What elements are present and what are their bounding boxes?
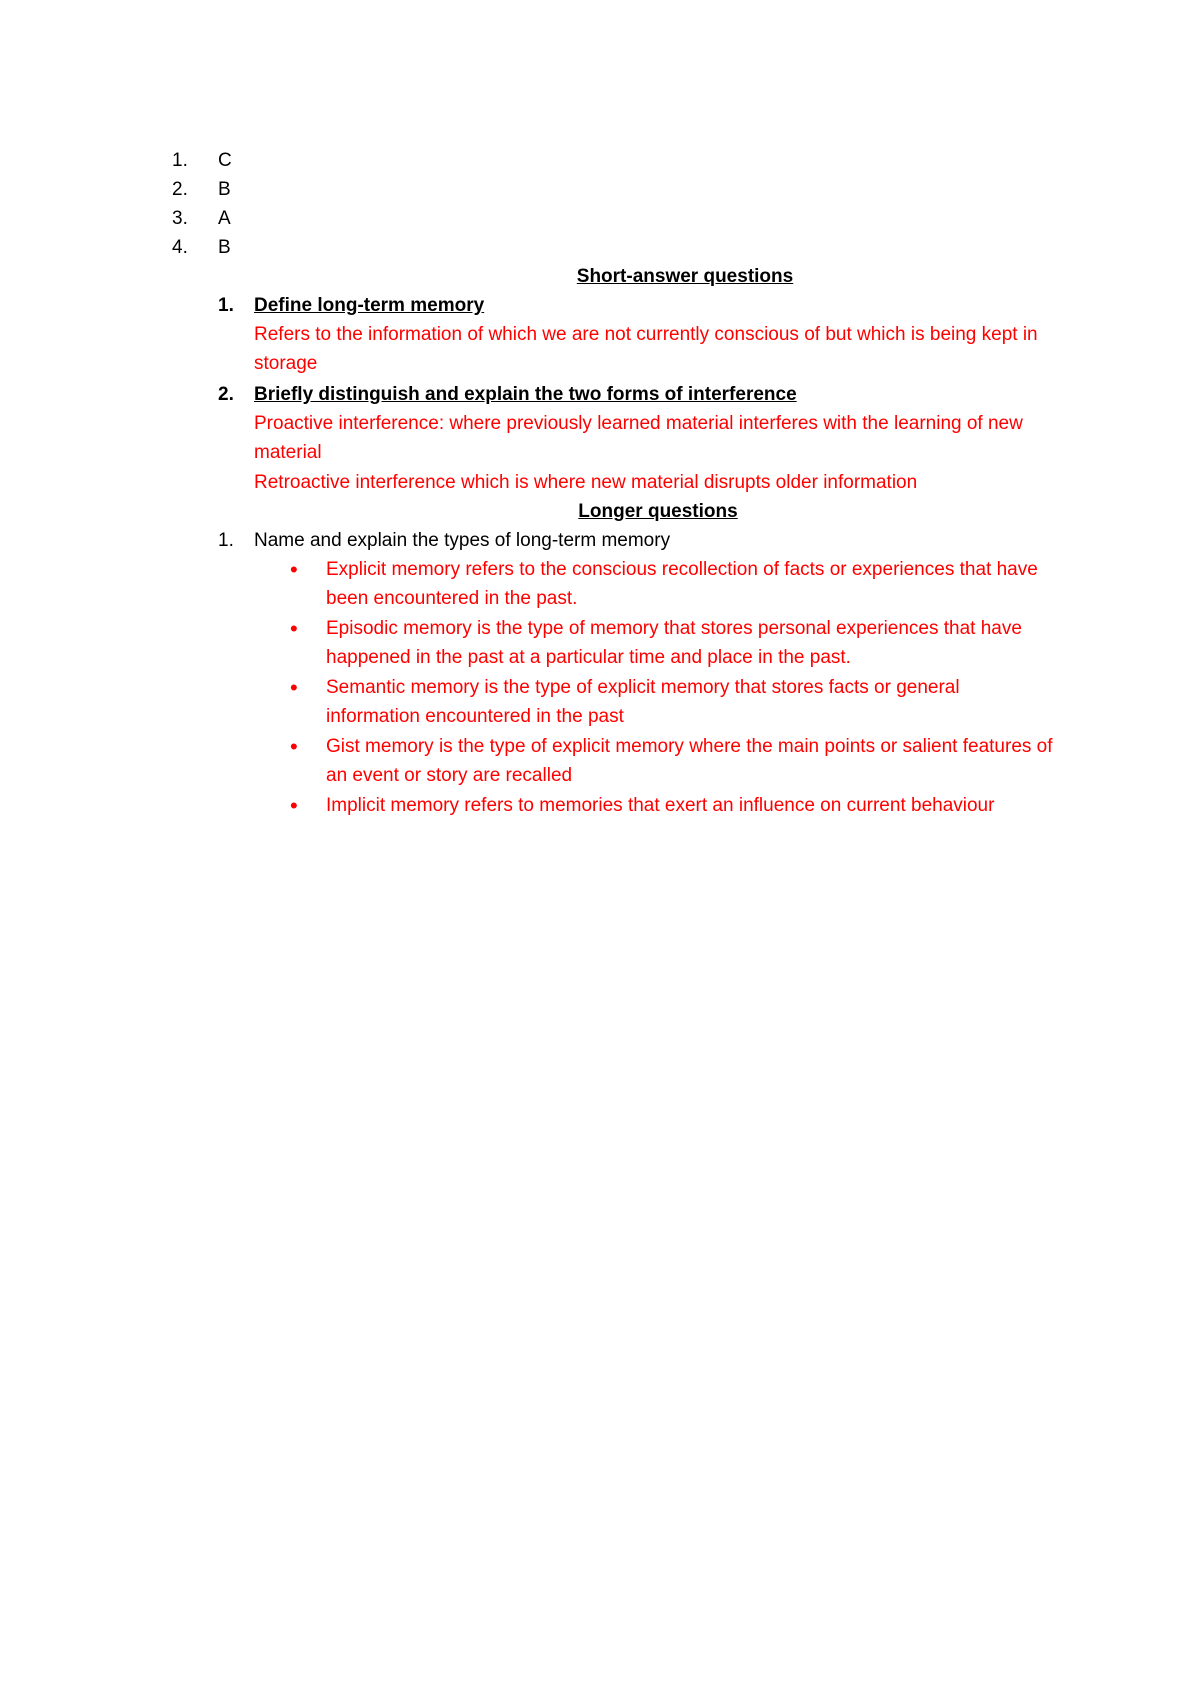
longer-questions-heading: Longer questions <box>578 501 738 522</box>
mc-number: 4. <box>172 237 188 258</box>
question-number: 1. <box>218 295 234 316</box>
question-text: Name and explain the types of long-term memory <box>254 530 671 551</box>
mc-letter: B <box>218 179 231 200</box>
mc-number: 3. <box>172 208 188 229</box>
question-text: Briefly distinguish and explain the two forms of interference <box>254 384 797 405</box>
bullet-text: Implicit memory refers to memories that exert an influence on current behaviour <box>326 795 995 816</box>
mc-answer-4 <box>172 233 231 262</box>
bullet-text: Explicit memory refers to the conscious recollection of facts or experiences that have been encountered in the past. <box>326 559 1038 609</box>
question-text: Define long-term memory <box>254 295 485 316</box>
mc-letter: A <box>218 208 231 229</box>
short-answer-1-text: Refers to the information of which we are not currently conscious of but which is being kept in storage <box>254 324 1038 374</box>
question-number: 1. <box>218 530 234 551</box>
bullet-icon: • <box>290 675 298 700</box>
short-answer-2-proactive: Proactive interference: where previously learned material interferes with the learning of new material <box>254 413 1023 463</box>
short-answer-2-retroactive: Retroactive interference which is where new material disrupts older information <box>254 472 918 493</box>
bullet-text: Semantic memory is the type of explicit memory that stores facts or general information encountered in the past <box>326 677 960 727</box>
mc-letter: B <box>218 237 231 258</box>
mc-answer-1 <box>172 146 232 175</box>
bullet-text: Gist memory is the type of explicit memory where the main points or salient features of an event or story are recalled <box>326 736 1053 786</box>
mc-answer-3 <box>172 204 231 233</box>
mc-answer-2 <box>172 175 231 204</box>
mc-letter: C <box>218 150 232 171</box>
mc-number: 1. <box>172 150 188 171</box>
mc-number: 2. <box>172 179 188 200</box>
bullet-icon: • <box>290 793 298 818</box>
bullet-icon: • <box>290 557 298 582</box>
question-number: 2. <box>218 384 234 405</box>
bullet-icon: • <box>290 734 298 759</box>
bullet-icon: • <box>290 616 298 641</box>
short-answer-heading: Short-answer questions <box>576 266 794 287</box>
bullet-text: Episodic memory is the type of memory that stores personal experiences that have happened in the past at a particular time and place in the past. <box>326 618 1022 668</box>
